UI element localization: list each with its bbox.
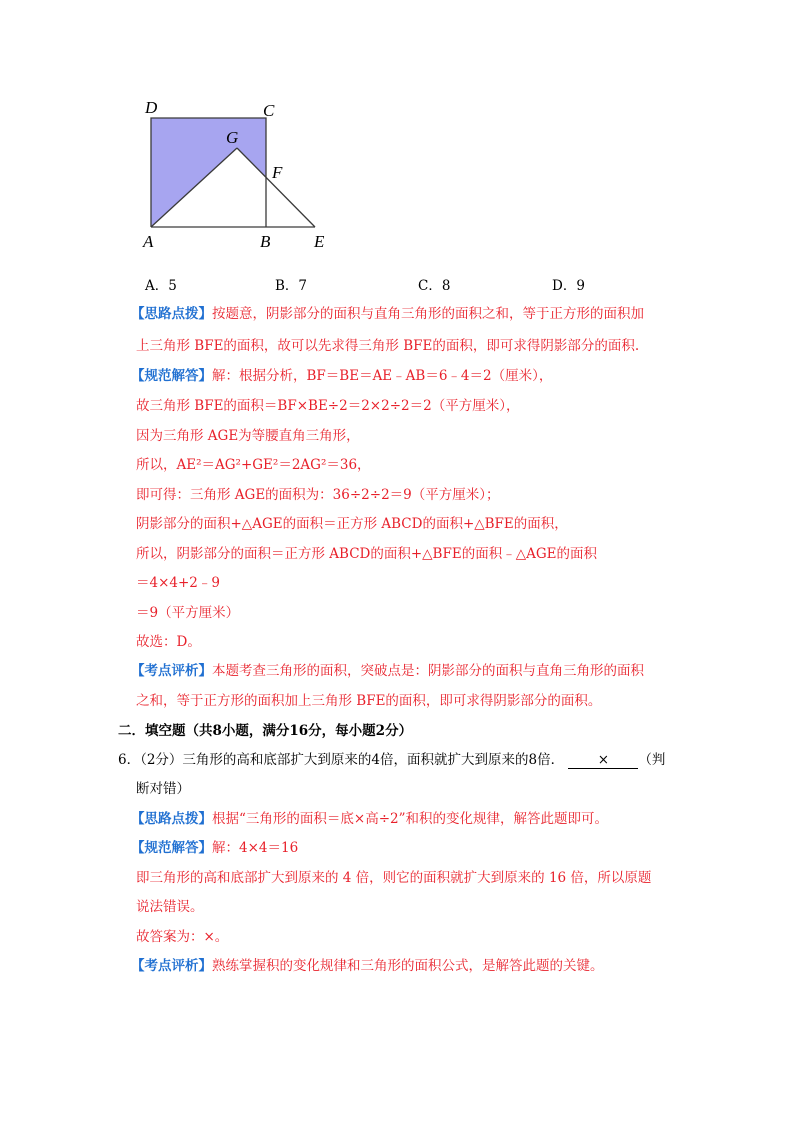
q6-solution-text-1: 解：4×4＝16 bbox=[212, 840, 299, 856]
label-B: B bbox=[260, 232, 271, 251]
q5-evaluation-line-2: 之和，等于正方形的面积加上三角形 BFE的面积，即可求得阴影部分的面积。 bbox=[136, 693, 602, 709]
q5-hint-line-2: 上三角形 BFE的面积，故可以先求得三角形 BFE的面积，即可求得阴影部分的面积. bbox=[136, 338, 640, 354]
section-heading: 二．填空题（共8小题，满分16分，每小题2分） bbox=[118, 723, 413, 739]
label-D: D bbox=[145, 98, 158, 117]
q6-hint-line bbox=[131, 809, 800, 829]
label-E: E bbox=[314, 232, 325, 251]
q5-solution-text-1: 解：根据分析，BF＝BE＝AE﹣AB＝6﹣4＝2（厘米）， bbox=[212, 368, 553, 384]
q6-evaluation-line bbox=[131, 956, 800, 976]
q5-solution-line-2: 故三角形 BFE的面积＝BF×BE÷2＝2×2÷2＝2（平方厘米）， bbox=[136, 398, 520, 414]
q5-evaluation-text-1: 本题考查三角形的面积，突破点是：阴影部分的面积与直角三角形的面积 bbox=[212, 663, 644, 679]
q6-stem-line-1 bbox=[118, 750, 800, 770]
q6-solution-line-2: 即三角形的高和底部扩大到原来的 4 倍，则它的面积就扩大到原来的 16 倍，所以原题 bbox=[136, 870, 652, 886]
q6-answer-blank: × bbox=[568, 752, 638, 769]
q5-solution-line-3: 因为三角形 AGE为等腰直角三角形， bbox=[136, 428, 360, 444]
q6-solution-line-1 bbox=[131, 838, 800, 858]
q5-solution-line-8: ＝4×4+2﹣9 bbox=[136, 575, 220, 591]
geometry-figure bbox=[135, 92, 355, 262]
q5-evaluation-line-1 bbox=[131, 661, 800, 681]
q5-solution-line-9: ＝9（平方厘米） bbox=[136, 605, 240, 621]
q6-solution-tag: 【规范解答】 bbox=[131, 840, 212, 856]
q5-hint-line-1 bbox=[131, 304, 800, 324]
q6-solution-line-3: 说法错误。 bbox=[136, 899, 204, 915]
q6-hint-text: 根据“三角形的面积＝底×高÷2”和积的变化规律，解答此题即可。 bbox=[212, 811, 609, 827]
option-c: C．8 bbox=[418, 278, 451, 294]
q6-hint-tag: 【思路点拨】 bbox=[131, 811, 212, 827]
q6-solution-line-4: 故答案为：×。 bbox=[136, 929, 229, 945]
label-G: G bbox=[226, 128, 239, 147]
option-d: D．9 bbox=[552, 278, 585, 294]
q5-solution-line-7: 所以，阴影部分的面积＝正方形 ABCD的面积+△BFE的面积﹣△AGE的面积 bbox=[136, 546, 597, 562]
label-A: A bbox=[143, 232, 154, 251]
option-b: B．7 bbox=[275, 278, 308, 294]
q6-evaluation-tag: 【考点评析】 bbox=[131, 958, 212, 974]
q5-solution-line-5: 即可得：三角形 AGE的面积为：36÷2÷2＝9（平方厘米）； bbox=[136, 487, 500, 503]
q5-hint-text-1: 按题意，阴影部分的面积与直角三角形的面积之和，等于正方形的面积加 bbox=[212, 306, 644, 322]
q5-evaluation-tag: 【考点评析】 bbox=[131, 663, 212, 679]
square-triangle-diagram bbox=[135, 92, 355, 262]
q6-evaluation-text: 熟练掌握积的变化规律和三角形的面积公式，是解答此题的关键。 bbox=[212, 958, 604, 974]
q6-stem: 6．（2分）三角形的高和底部扩大到原来的4倍，面积就扩大到原来的8倍． bbox=[118, 752, 565, 768]
option-a: A．5 bbox=[145, 278, 177, 294]
q6-stem-suffix: （判 bbox=[638, 752, 666, 768]
q5-solution-line-1 bbox=[131, 366, 800, 386]
q6-stem-line-2: 断对错） bbox=[136, 781, 190, 797]
q5-hint-tag: 【思路点拨】 bbox=[131, 306, 212, 322]
segment-GE bbox=[237, 148, 315, 227]
q5-solution-line-4: 所以，AE²＝AG²+GE²＝2AG²＝36， bbox=[136, 457, 371, 473]
q5-solution-line-10: 故选：D。 bbox=[136, 634, 201, 650]
q5-solution-line-6: 阴影部分的面积+△AGE的面积＝正方形 ABCD的面积+△BFE的面积， bbox=[136, 516, 568, 532]
label-F: F bbox=[272, 163, 283, 182]
q5-solution-tag: 【规范解答】 bbox=[131, 368, 212, 384]
label-C: C bbox=[263, 101, 275, 120]
